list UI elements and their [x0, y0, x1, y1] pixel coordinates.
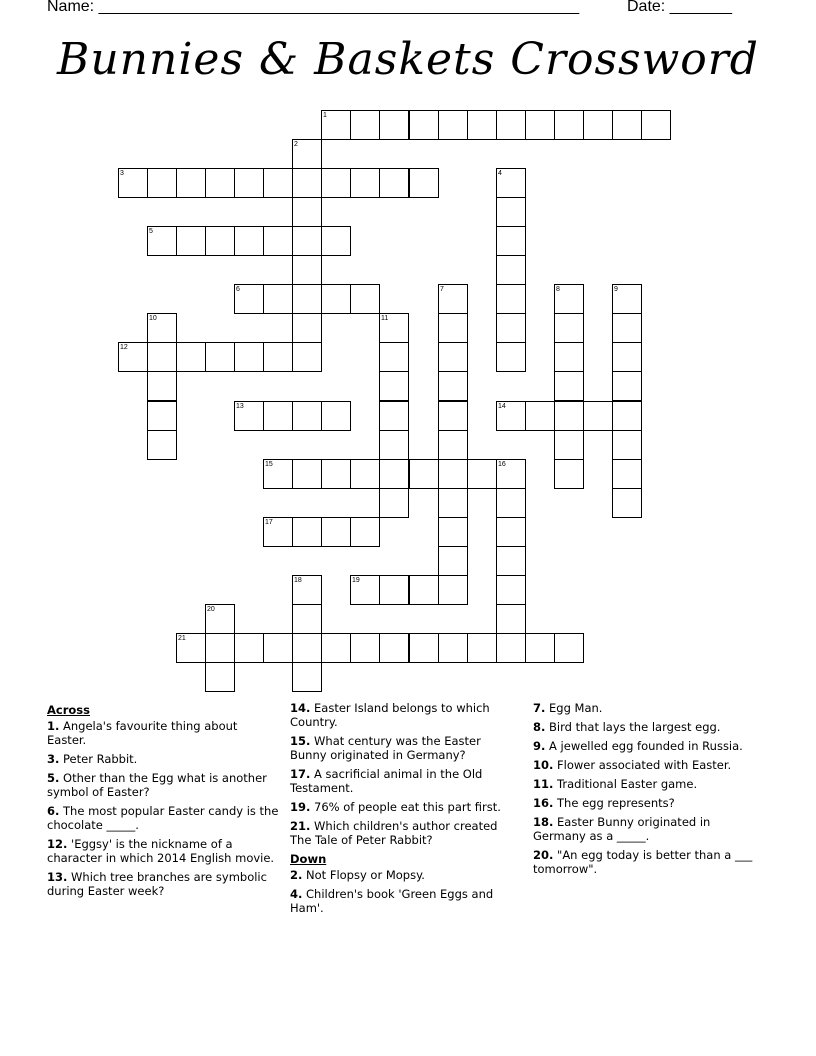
grid-cell[interactable] [205, 633, 235, 663]
grid-cell[interactable] [496, 226, 526, 256]
clue-text: The most popular Easter candy is the chocolate _____. [47, 804, 279, 832]
grid-cell[interactable] [496, 110, 526, 140]
grid-cell[interactable] [612, 110, 642, 140]
grid-cell[interactable] [496, 342, 526, 372]
clue-num: 3. [47, 752, 60, 766]
grid-cell[interactable] [379, 459, 409, 489]
grid-cell[interactable] [263, 168, 293, 198]
clue-text: The egg represents? [553, 796, 675, 810]
clue-num: 8. [533, 720, 546, 734]
grid-cell[interactable] [205, 342, 235, 372]
clue-item [533, 720, 753, 734]
grid-cell[interactable] [321, 517, 351, 547]
grid-cell[interactable] [147, 371, 177, 401]
grid-cell[interactable] [292, 633, 322, 663]
grid-cell[interactable] [292, 662, 322, 692]
grid-cell[interactable] [379, 110, 409, 140]
grid-cell[interactable] [205, 226, 235, 256]
grid-cell[interactable] [176, 226, 206, 256]
grid-cell[interactable] [496, 604, 526, 634]
grid-cell[interactable] [438, 459, 468, 489]
clue-num: 9. [533, 739, 546, 753]
clue-number: 21 [178, 635, 186, 642]
grid-cell[interactable] [147, 401, 177, 431]
clue-item [47, 719, 279, 747]
grid-cell[interactable] [234, 633, 264, 663]
grid-cell[interactable] [234, 342, 264, 372]
grid-cell[interactable] [321, 226, 351, 256]
clue-number: 17 [265, 519, 273, 526]
date-field[interactable]: Date: _______ [627, 0, 732, 15]
clue-text: Easter Bunny originated in Germany as a _____. [533, 815, 711, 843]
clue-num: 19. [290, 800, 311, 814]
clue-text: 'Eggsy' is the nickname of a character in which 2014 English movie. [47, 837, 275, 865]
page-title: Bunnies & Baskets Crossword [57, 34, 759, 85]
clue-num: 10. [533, 758, 554, 772]
grid-cell[interactable] [496, 546, 526, 576]
clue-num: 17. [290, 767, 311, 781]
grid-cell[interactable] [554, 313, 584, 343]
grid-cell[interactable] [321, 459, 351, 489]
grid-cell[interactable] [438, 401, 468, 431]
clue-number: 4 [498, 170, 502, 177]
grid-cell[interactable] [496, 488, 526, 518]
clue-num: 15. [290, 734, 311, 748]
clue-text: A sacrificial animal in the Old Testament. [290, 767, 483, 795]
grid-cell[interactable] [321, 168, 351, 198]
clue-item [533, 701, 753, 715]
grid-cell[interactable] [292, 226, 322, 256]
clue-item [533, 815, 753, 843]
clue-text: Peter Rabbit. [59, 752, 138, 766]
clue-number: 19 [352, 577, 360, 584]
grid-cell[interactable] [554, 633, 584, 663]
clue-item [47, 771, 279, 799]
clue-item [47, 804, 279, 832]
grid-cell[interactable] [554, 401, 584, 431]
grid-cell[interactable] [612, 430, 642, 460]
grid-cell[interactable] [583, 110, 613, 140]
clue-num: 16. [533, 796, 554, 810]
grid-cell[interactable] [409, 110, 439, 140]
clue-number: 6 [236, 286, 240, 293]
grid-cell[interactable] [438, 313, 468, 343]
clue-text: 76% of people eat this part first. [310, 800, 501, 814]
clues-column-3 [533, 701, 753, 881]
clue-item [290, 767, 505, 795]
grid-cell[interactable] [496, 255, 526, 285]
grid-cell[interactable] [263, 284, 293, 314]
grid-cell[interactable] [379, 430, 409, 460]
grid-cell[interactable] [350, 459, 380, 489]
clue-text: A jewelled egg founded in Russia. [545, 739, 743, 753]
grid-cell[interactable] [292, 517, 322, 547]
clue-item [533, 758, 753, 772]
grid-cell[interactable] [438, 517, 468, 547]
clue-text: Which children's author created The Tale of Peter Rabbit? [290, 819, 498, 847]
grid-cell[interactable] [350, 517, 380, 547]
clue-item [290, 701, 505, 729]
grid-cell[interactable] [554, 110, 584, 140]
clue-item [533, 796, 753, 810]
clue-number: 18 [294, 577, 302, 584]
grid-cell[interactable] [379, 342, 409, 372]
grid-cell[interactable] [438, 575, 468, 605]
grid-cell[interactable] [612, 342, 642, 372]
grid-cell[interactable] [263, 226, 293, 256]
grid-cell[interactable] [554, 459, 584, 489]
grid-cell[interactable] [438, 546, 468, 576]
grid-cell[interactable] [147, 430, 177, 460]
grid-cell[interactable] [438, 430, 468, 460]
grid-cell[interactable] [292, 168, 322, 198]
grid-cell[interactable] [438, 633, 468, 663]
clue-num: 6. [47, 804, 60, 818]
clue-number: 1 [323, 112, 327, 119]
grid-cell[interactable] [409, 459, 439, 489]
clue-number: 12 [120, 344, 128, 351]
clue-text: Egg Man. [545, 701, 603, 715]
grid-cell[interactable] [554, 371, 584, 401]
clue-number: 20 [207, 606, 215, 613]
clue-num: 7. [533, 701, 546, 715]
clue-number: 3 [120, 170, 124, 177]
clue-item [47, 837, 279, 865]
grid-cell[interactable] [321, 401, 351, 431]
grid-cell[interactable] [350, 284, 380, 314]
grid-cell[interactable] [292, 197, 322, 227]
grid-cell[interactable] [379, 168, 409, 198]
clue-number: 8 [556, 286, 560, 293]
grid-cell[interactable] [292, 255, 322, 285]
grid-cell[interactable] [292, 284, 322, 314]
grid-cell[interactable] [554, 342, 584, 372]
down-heading: Down [290, 852, 327, 866]
grid-cell[interactable] [525, 633, 555, 663]
clue-num: 18. [533, 815, 554, 829]
grid-cell[interactable] [438, 371, 468, 401]
clue-number: 10 [149, 315, 157, 322]
clue-number: 11 [381, 315, 389, 322]
grid-cell[interactable] [409, 633, 439, 663]
grid-cell[interactable] [292, 604, 322, 634]
grid-cell[interactable] [379, 575, 409, 605]
clue-item [533, 739, 753, 753]
grid-cell[interactable] [292, 313, 322, 343]
grid-cell[interactable] [496, 313, 526, 343]
clue-item [290, 887, 505, 915]
grid-cell[interactable] [496, 517, 526, 547]
clue-num: 2. [290, 868, 303, 882]
grid-cell[interactable] [641, 110, 671, 140]
grid-cell[interactable] [467, 110, 497, 140]
grid-cell[interactable] [467, 459, 497, 489]
grid-cell[interactable] [379, 371, 409, 401]
clue-item [533, 777, 753, 791]
clue-item [290, 734, 505, 762]
clue-text: Which tree branches are symbolic during Easter week? [47, 870, 267, 898]
grid-cell[interactable] [205, 168, 235, 198]
clue-text: Traditional Easter game. [553, 777, 698, 791]
clue-text: Not Flopsy or Mopsy. [302, 868, 425, 882]
clue-number: 13 [236, 403, 244, 410]
grid-cell[interactable] [612, 401, 642, 431]
clue-item [290, 868, 505, 882]
grid-cell[interactable] [409, 168, 439, 198]
clue-num: 5. [47, 771, 60, 785]
name-field[interactable]: Name: ______________________________________________________ [47, 0, 580, 15]
clue-num: 21. [290, 819, 311, 833]
grid-cell[interactable] [409, 575, 439, 605]
grid-cell[interactable] [379, 401, 409, 431]
grid-cell[interactable] [234, 226, 264, 256]
grid-cell[interactable] [147, 168, 177, 198]
grid-cell[interactable] [612, 488, 642, 518]
grid-cell[interactable] [554, 430, 584, 460]
grid-cell[interactable] [350, 168, 380, 198]
clue-number: 16 [498, 461, 506, 468]
grid-cell[interactable] [292, 401, 322, 431]
grid-cell[interactable] [496, 633, 526, 663]
grid-cell[interactable] [321, 284, 351, 314]
clue-num: 1. [47, 719, 60, 733]
clue-number: 14 [498, 403, 506, 410]
clue-text: Angela's favourite thing about Easter. [47, 719, 238, 747]
grid-cell[interactable] [292, 342, 322, 372]
clue-num: 12. [47, 837, 68, 851]
grid-cell[interactable] [263, 401, 293, 431]
grid-cell[interactable] [525, 401, 555, 431]
grid-cell[interactable] [263, 633, 293, 663]
clue-num: 14. [290, 701, 311, 715]
grid-cell[interactable] [525, 110, 555, 140]
grid-cell[interactable] [496, 284, 526, 314]
grid-cell[interactable] [612, 371, 642, 401]
grid-cell[interactable] [438, 488, 468, 518]
grid-cell[interactable] [176, 342, 206, 372]
clues-column-1 [47, 701, 279, 903]
grid-cell[interactable] [176, 168, 206, 198]
grid-cell[interactable] [292, 459, 322, 489]
clues-column-2 [290, 701, 505, 920]
clue-item [290, 819, 505, 847]
clue-number: 15 [265, 461, 273, 468]
grid-cell[interactable] [205, 662, 235, 692]
grid-cell[interactable] [583, 401, 613, 431]
clue-text: Children's book 'Green Eggs and Ham'. [290, 887, 494, 915]
clue-item [47, 870, 279, 898]
clue-item [47, 752, 279, 766]
clue-num: 20. [533, 848, 554, 862]
across-heading: Across [47, 703, 90, 717]
grid-cell[interactable] [321, 633, 351, 663]
grid-cell[interactable] [612, 313, 642, 343]
grid-cell[interactable] [467, 633, 497, 663]
clue-number: 2 [294, 141, 298, 148]
grid-cell[interactable] [379, 633, 409, 663]
grid-cell[interactable] [350, 110, 380, 140]
clue-number: 5 [149, 228, 153, 235]
clue-text: Flower associated with Easter. [553, 758, 732, 772]
grid-cell[interactable] [496, 197, 526, 227]
clue-text: What century was the Easter Bunny originated in Germany? [290, 734, 481, 762]
grid-cell[interactable] [379, 488, 409, 518]
grid-cell[interactable] [496, 575, 526, 605]
clue-text: Easter Island belongs to which Country. [290, 701, 490, 729]
clue-text: Other than the Egg what is another symbol of Easter? [47, 771, 267, 799]
clue-item [533, 848, 753, 876]
clue-number: 7 [440, 286, 444, 293]
grid-cell[interactable] [147, 342, 177, 372]
clue-num: 4. [290, 887, 303, 901]
grid-cell[interactable] [438, 110, 468, 140]
grid-cell[interactable] [263, 342, 293, 372]
clue-number: 9 [614, 286, 618, 293]
grid-cell[interactable] [234, 168, 264, 198]
clue-num: 13. [47, 870, 68, 884]
clue-num: 11. [533, 777, 554, 791]
clue-item [290, 800, 505, 814]
clue-text: Bird that lays the largest egg. [545, 720, 721, 734]
clue-text: "An egg today is better than a ___ tomorrow". [533, 848, 753, 876]
grid-cell[interactable] [438, 342, 468, 372]
grid-cell[interactable] [350, 633, 380, 663]
grid-cell[interactable] [612, 459, 642, 489]
